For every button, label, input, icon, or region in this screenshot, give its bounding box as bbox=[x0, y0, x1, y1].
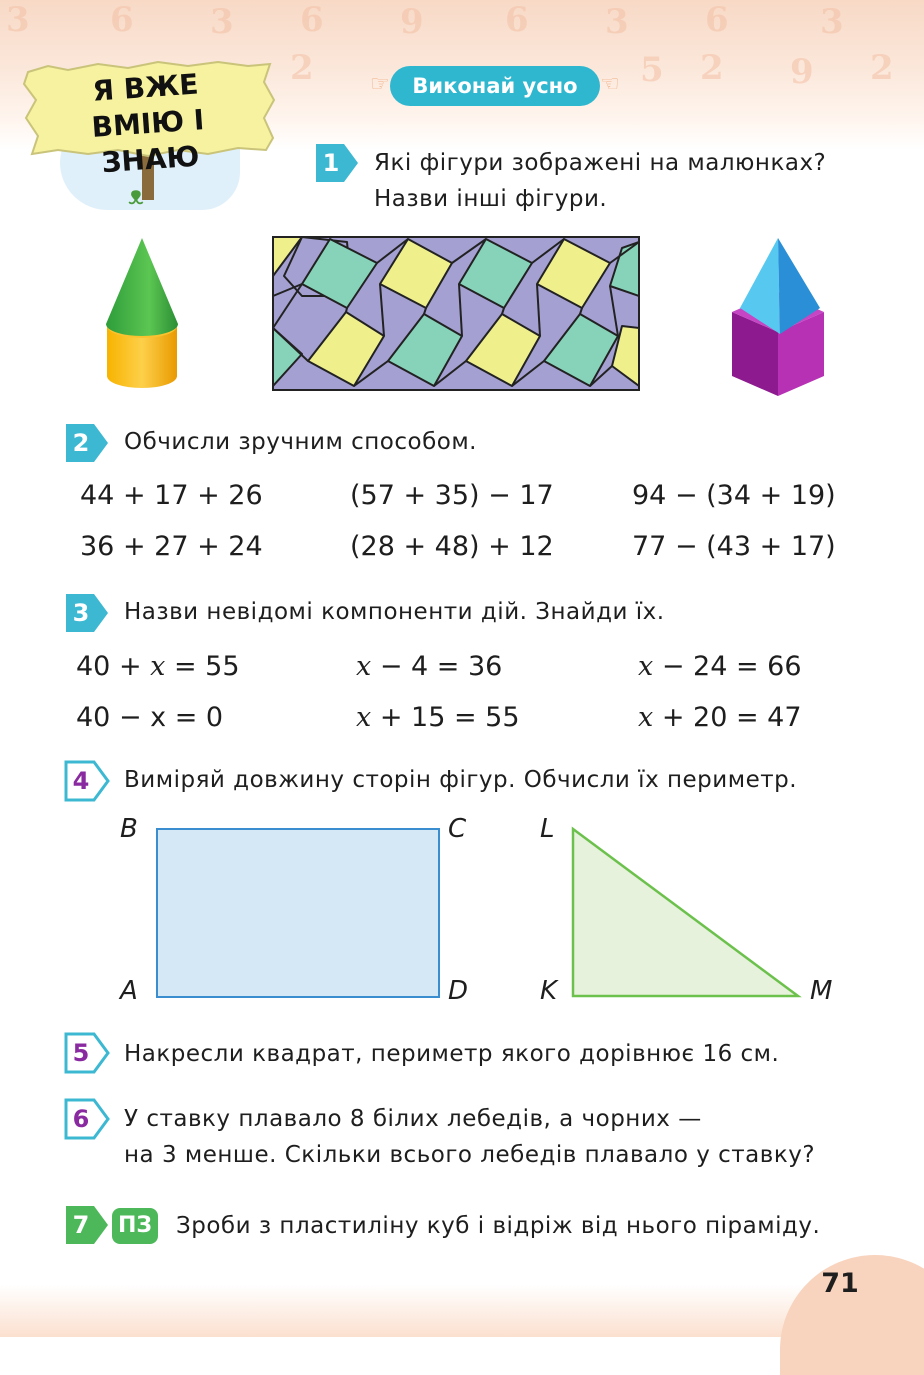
decor-digit: 3 bbox=[820, 2, 844, 42]
vertex-label-d: D bbox=[448, 976, 469, 1006]
unknown-variable: x bbox=[356, 702, 372, 733]
equation: x + 15 = 55 bbox=[356, 702, 520, 733]
vertex-label-c: C bbox=[448, 814, 467, 844]
task-number-1: 1 bbox=[312, 140, 362, 186]
unknown-variable: x bbox=[150, 702, 167, 733]
decor-digit: 2 bbox=[700, 48, 724, 88]
pointing-hand-right-icon: ☜ bbox=[600, 72, 620, 97]
oral-task-badge: Виконай усно bbox=[390, 66, 600, 106]
page-number: 71 bbox=[821, 1268, 859, 1299]
task-3-text: Назви невідомі компоненти дій. Знайди їх. bbox=[124, 599, 665, 625]
decor-digit: 3 bbox=[210, 2, 234, 42]
task-number-7: 7 bbox=[62, 1202, 112, 1248]
decor-digit: 9 bbox=[790, 52, 814, 92]
decor-digit: 6 bbox=[505, 0, 529, 40]
expression: 94 − (34 + 19) bbox=[632, 480, 836, 511]
expression: 36 + 27 + 24 bbox=[80, 531, 263, 562]
decor-digit: 6 bbox=[110, 0, 134, 40]
vertex-label-l: L bbox=[540, 814, 555, 844]
sign-line-1: Я ВЖЕ bbox=[91, 67, 200, 108]
task-number-3: 3 bbox=[62, 590, 112, 636]
task-1-line-1: Які фігури зображені на малюнках? bbox=[374, 150, 827, 176]
unknown-variable: x bbox=[150, 651, 166, 682]
task-2-text: Обчисли зручним способом. bbox=[124, 429, 477, 455]
pyramid-on-cube-figure bbox=[728, 236, 828, 396]
task-5-text: Накресли квадрат, периметр якого дорівнює 16 см. bbox=[124, 1041, 780, 1067]
triangle-klm bbox=[570, 826, 804, 1000]
task-6-text bbox=[124, 1101, 815, 1173]
unknown-variable: x bbox=[638, 702, 654, 733]
task-number-2: 2 bbox=[62, 420, 112, 466]
task-number-4: 4 bbox=[62, 758, 112, 804]
task-6-line-2: на 3 менше. Скільки всього лебедів плавало у ставку? bbox=[124, 1142, 816, 1168]
geometric-mosaic-figure bbox=[272, 236, 640, 391]
sign-label bbox=[35, 62, 262, 185]
decor-digit: 6 bbox=[300, 0, 324, 40]
decor-digit: 9 bbox=[400, 2, 424, 42]
equation: 40 − x = 0 bbox=[76, 702, 224, 733]
decor-digit: 5 bbox=[640, 50, 664, 90]
equation: x + 20 = 47 bbox=[638, 702, 802, 733]
decor-digit: 3 bbox=[605, 2, 629, 42]
decor-digit: 2 bbox=[870, 48, 894, 88]
sign-line-2: ВМІЮ І ЗНАЮ bbox=[90, 103, 206, 180]
vertex-label-a: A bbox=[120, 976, 138, 1006]
task-number-6: 6 bbox=[62, 1096, 112, 1142]
decor-digit: 2 bbox=[290, 48, 314, 88]
decor-digit: 6 bbox=[705, 0, 729, 40]
task-1-text bbox=[374, 145, 844, 217]
cone-on-cylinder-figure bbox=[100, 236, 185, 391]
rectangle-abcd bbox=[156, 828, 440, 998]
equation: 40 + x = 55 bbox=[76, 651, 240, 682]
vertex-label-b: B bbox=[120, 814, 138, 844]
grass-icon: ᴥ bbox=[128, 181, 144, 211]
expression: 44 + 17 + 26 bbox=[80, 480, 263, 511]
task-4-text: Виміряй довжину сторін фігур. Обчисли їх периметр. bbox=[124, 767, 798, 793]
decor-digit: 3 bbox=[6, 0, 30, 40]
task-6-line-1: У ставку плавало 8 білих лебедів, а чорних — bbox=[124, 1106, 702, 1132]
expression: 77 − (43 + 17) bbox=[632, 531, 836, 562]
equation: x − 24 = 66 bbox=[638, 651, 802, 682]
practical-task-badge: ПЗ bbox=[112, 1208, 158, 1244]
task-7-text: Зроби з пластиліну куб і відріж від нього піраміду. bbox=[176, 1213, 821, 1239]
unknown-variable: x bbox=[638, 651, 654, 682]
equation: x − 4 = 36 bbox=[356, 651, 503, 682]
task-1-line-2: Назви інші фігури. bbox=[374, 186, 608, 212]
task-number-5: 5 bbox=[62, 1030, 112, 1076]
expression: (28 + 48) + 12 bbox=[350, 531, 554, 562]
vertex-label-k: K bbox=[540, 976, 558, 1006]
unknown-variable: x bbox=[356, 651, 372, 682]
pointing-hand-left-icon: ☞ bbox=[370, 72, 390, 97]
vertex-label-m: M bbox=[810, 976, 833, 1006]
expression: (57 + 35) − 17 bbox=[350, 480, 554, 511]
